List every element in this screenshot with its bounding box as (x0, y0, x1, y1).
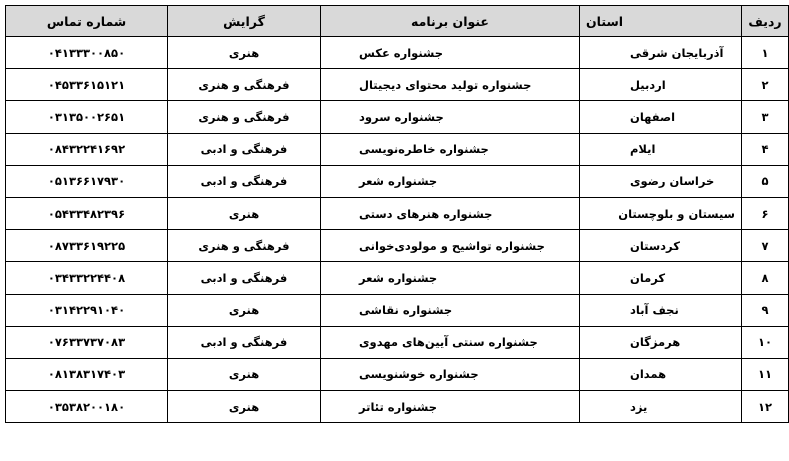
field-cell: هنری (168, 294, 321, 326)
field-cell: فرهنگی و ادبی (168, 262, 321, 294)
program-title-cell: جشنواره نقاشی (321, 294, 580, 326)
field-cell: هنری (168, 37, 321, 69)
province-cell: آذربایجان شرقی (580, 37, 742, 69)
province-cell: همدان (580, 358, 742, 390)
phone-cell: ۰۳۱۴۲۲۹۱۰۴۰ (6, 294, 168, 326)
phone-cell: ۰۸۱۳۸۳۱۷۴۰۳ (6, 358, 168, 390)
program-title-cell: جشنواره هنرهای دستی (321, 197, 580, 229)
festival-table-container (5, 5, 782, 423)
province-cell: کردستان (580, 230, 742, 262)
program-title-cell: جشنواره خوشنویسی (321, 358, 580, 390)
row-number-cell: ۴ (742, 133, 789, 165)
phone-cell: ۰۴۵۳۳۶۱۵۱۲۱ (6, 69, 168, 101)
row-number-cell: ۵ (742, 165, 789, 197)
phone-cell: ۰۳۴۳۳۲۲۴۴۰۸ (6, 262, 168, 294)
table-row (6, 133, 789, 165)
province-cell: هرمزگان (580, 326, 742, 358)
field-cell: هنری (168, 197, 321, 229)
phone-cell: ۰۳۵۳۸۲۰۰۱۸۰ (6, 391, 168, 423)
province-cell: خراسان رضوی (580, 165, 742, 197)
table-row (6, 197, 789, 229)
row-number-cell: ۱ (742, 37, 789, 69)
header-row-number: ردیف (742, 6, 789, 37)
row-number-cell: ۱۱ (742, 358, 789, 390)
program-title-cell: جشنواره شعر (321, 165, 580, 197)
phone-cell: ۰۸۷۳۳۶۱۹۲۲۵ (6, 230, 168, 262)
header-field: گرایش (168, 6, 321, 37)
header-province: استان (580, 6, 742, 37)
festival-table (5, 5, 789, 423)
field-cell: فرهنگی و ادبی (168, 133, 321, 165)
table-row (6, 326, 789, 358)
program-title-cell: جشنواره تولید محتوای دیجیتال (321, 69, 580, 101)
row-number-cell: ۱۰ (742, 326, 789, 358)
province-cell: اردبیل (580, 69, 742, 101)
program-title-cell: جشنواره عکس (321, 37, 580, 69)
field-cell: فرهنگی و هنری (168, 230, 321, 262)
program-title-cell: جشنواره شعر (321, 262, 580, 294)
row-number-cell: ۳ (742, 101, 789, 133)
row-number-cell: ۶ (742, 197, 789, 229)
table-row (6, 101, 789, 133)
program-title-cell: جشنواره خاطره‌نویسی (321, 133, 580, 165)
row-number-cell: ۸ (742, 262, 789, 294)
phone-cell: ۰۷۶۳۳۷۳۷۰۸۳ (6, 326, 168, 358)
field-cell: فرهنگی و هنری (168, 101, 321, 133)
province-cell: ایلام (580, 133, 742, 165)
table-row (6, 165, 789, 197)
program-title-cell: جشنواره تواشیح و مولودی‌خوانی (321, 230, 580, 262)
row-number-cell: ۹ (742, 294, 789, 326)
field-cell: هنری (168, 358, 321, 390)
province-cell: نجف آباد (580, 294, 742, 326)
phone-cell: ۰۸۴۳۲۲۴۱۶۹۲ (6, 133, 168, 165)
province-cell: سیستان و بلوچستان (580, 197, 742, 229)
table-row (6, 37, 789, 69)
table-row (6, 230, 789, 262)
header-row (6, 6, 789, 37)
phone-cell: ۰۵۱۳۶۶۱۷۹۳۰ (6, 165, 168, 197)
table-row (6, 262, 789, 294)
phone-cell: ۰۴۱۳۳۳۰۰۸۵۰ (6, 37, 168, 69)
province-cell: یزد (580, 391, 742, 423)
field-cell: فرهنگی و ادبی (168, 165, 321, 197)
program-title-cell: جشنواره سنتی آیین‌های مهدوی (321, 326, 580, 358)
province-cell: اصفهان (580, 101, 742, 133)
table-row (6, 69, 789, 101)
field-cell: هنری (168, 391, 321, 423)
table-row (6, 358, 789, 390)
header-program-title: عنوان برنامه (321, 6, 580, 37)
header-phone: شماره تماس (6, 6, 168, 37)
row-number-cell: ۱۲ (742, 391, 789, 423)
table-row (6, 294, 789, 326)
table-row (6, 391, 789, 423)
field-cell: فرهنگی و ادبی (168, 326, 321, 358)
program-title-cell: جشنواره تئاتر (321, 391, 580, 423)
row-number-cell: ۲ (742, 69, 789, 101)
table-body (6, 37, 789, 423)
row-number-cell: ۷ (742, 230, 789, 262)
phone-cell: ۰۳۱۳۵۰۰۲۶۵۱ (6, 101, 168, 133)
program-title-cell: جشنواره سرود (321, 101, 580, 133)
field-cell: فرهنگی و هنری (168, 69, 321, 101)
province-cell: کرمان (580, 262, 742, 294)
phone-cell: ۰۵۴۳۳۴۸۲۳۹۶ (6, 197, 168, 229)
